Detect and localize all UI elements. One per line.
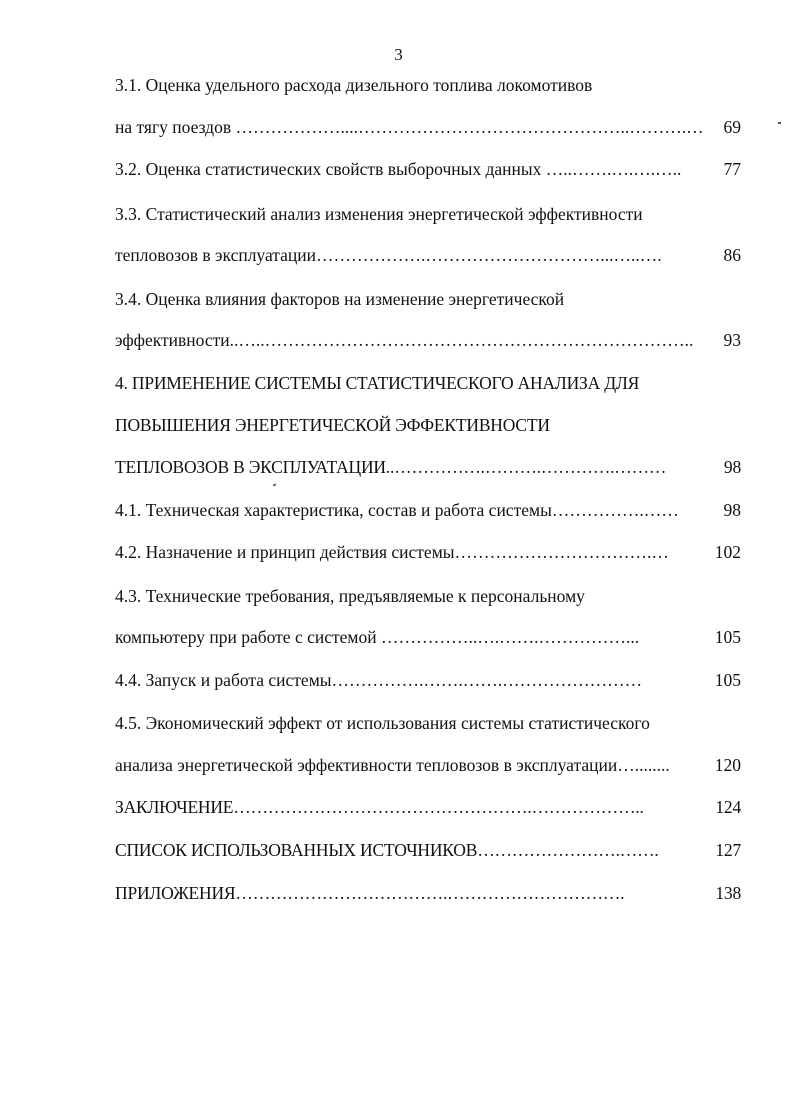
toc-page-number: 138 [715, 883, 741, 903]
toc-entry-text: 4.3. Технические требования, предъявляемые к персональному [115, 586, 585, 606]
toc-leader-dots: ..…..……………………………………………………………….. [229, 330, 694, 350]
toc-leader-dots: ……………..….…….……………... [380, 627, 640, 647]
toc-page-number: 98 [723, 500, 741, 520]
toc-page-number: 105 [714, 627, 741, 647]
scan-artifact-mark [778, 122, 781, 124]
toc-entry-text: тепловозов в эксплуатации [115, 245, 316, 265]
toc-entry-4-2 [115, 540, 741, 564]
toc-entry-text: на тягу поездов [115, 117, 236, 137]
toc-entry-text: 4.4. Запуск и работа системы [115, 670, 332, 690]
toc-entry-text: 3.2. Оценка статистических свойств выборочных данных [115, 159, 546, 179]
toc-page-number: 77 [723, 159, 741, 179]
toc-appendices [115, 881, 741, 905]
toc-page-number: 98 [723, 457, 741, 477]
toc-entry-4-3-line2 [115, 625, 741, 649]
toc-entry-text: 3.4. Оценка влияния факторов на изменение энергетической [115, 289, 565, 309]
toc-entry-3-4-line1 [115, 287, 741, 311]
toc-entry-text: ЗАКЛЮЧЕНИЕ [115, 797, 234, 817]
toc-leader-dots: ……………….…………………………...…..…. [316, 245, 662, 265]
toc-entry-3-1-line2 [115, 115, 741, 139]
toc-entry-3-4-line2 [115, 328, 741, 352]
toc-entry-4-3-line1 [115, 584, 741, 608]
toc-page-number: 127 [715, 840, 741, 860]
toc-entry-text: ТЕПЛОВОЗОВ В ЭКСПЛУАТАЦИИ [115, 457, 386, 477]
page-number: 3 [394, 45, 403, 64]
toc-page-number: 120 [714, 755, 741, 775]
toc-leader-dots: …………………….……. [477, 840, 659, 860]
toc-page-number: 69 [723, 117, 741, 137]
toc-leader-dots: …………….…… [551, 500, 679, 520]
toc-leader-dots: …………….…….…….…………………… [331, 670, 643, 690]
toc-entry-3-2 [115, 157, 741, 181]
toc-leader-dots: …..…….….….….. [545, 159, 682, 179]
toc-leader-dots: ………………....………………………………………..……….… [235, 117, 704, 137]
toc-entry-text: 3.3. Статистический анализ изменения энергетической эффективности [115, 204, 643, 224]
toc-leader-dots: …………………………………………….……………….. [233, 797, 644, 817]
toc-leader-dots: ……………………………….…………………………. [235, 883, 625, 903]
toc-conclusion [115, 795, 741, 819]
toc-entry-text: 4. ПРИМЕНЕНИЕ СИСТЕМЫ СТАТИСТИЧЕСКОГО АНАЛИЗА ДЛЯ [115, 373, 640, 393]
toc-entry-4-5-line2 [115, 753, 741, 777]
toc-page-number: 86 [723, 245, 741, 265]
toc-entry-text: ПРИЛОЖЕНИЯ [115, 883, 236, 903]
toc-leader-dots: …………………………….… [454, 542, 669, 562]
toc-entry-text: 4.5. Экономический эффект от использования системы статистического [115, 713, 650, 733]
toc-chapter-4-line1 [115, 371, 741, 395]
toc-entry-text: анализа энергетической эффективности тепловозов в эксплуатации [115, 755, 618, 775]
scan-artifact-speck [273, 483, 277, 486]
toc-entry-4-5-line1 [115, 711, 741, 735]
toc-entry-text: 4.2. Назначение и принцип действия системы [115, 542, 455, 562]
toc-entry-text: эффективности [115, 330, 230, 350]
toc-entry-3-1-line1 [115, 73, 741, 97]
toc-references [115, 838, 741, 862]
toc-leader-dots: ..…………….……….………….……… [385, 457, 667, 477]
toc-entry-4-1 [115, 498, 741, 522]
toc-page-number: 102 [714, 542, 741, 562]
toc-entry-text: СПИСОК ИСПОЛЬЗОВАННЫХ ИСТОЧНИКОВ [115, 840, 478, 860]
toc-entry-text: 4.1. Техническая характеристика, состав и работа системы [115, 500, 552, 520]
toc-entry-3-3-line1 [115, 202, 741, 226]
toc-page-number: 124 [715, 797, 741, 817]
toc-entry-3-3-line2 [115, 243, 741, 267]
toc-chapter-4-line2 [115, 413, 741, 437]
toc-chapter-4-line3 [115, 455, 741, 479]
toc-leader-dots: …........ [617, 755, 670, 775]
toc-entry-text: ПОВЫШЕНИЯ ЭНЕРГЕТИЧЕСКОЙ ЭФФЕКТИВНОСТИ [115, 415, 550, 435]
toc-entry-text: 3.1. Оценка удельного расхода дизельного топлива локомотивов [115, 75, 593, 95]
toc-page-number: 93 [723, 330, 741, 350]
toc-page-number: 105 [714, 670, 741, 690]
toc-entry-text: компьютеру при работе с системой [115, 627, 381, 647]
toc-entry-4-4 [115, 668, 741, 692]
